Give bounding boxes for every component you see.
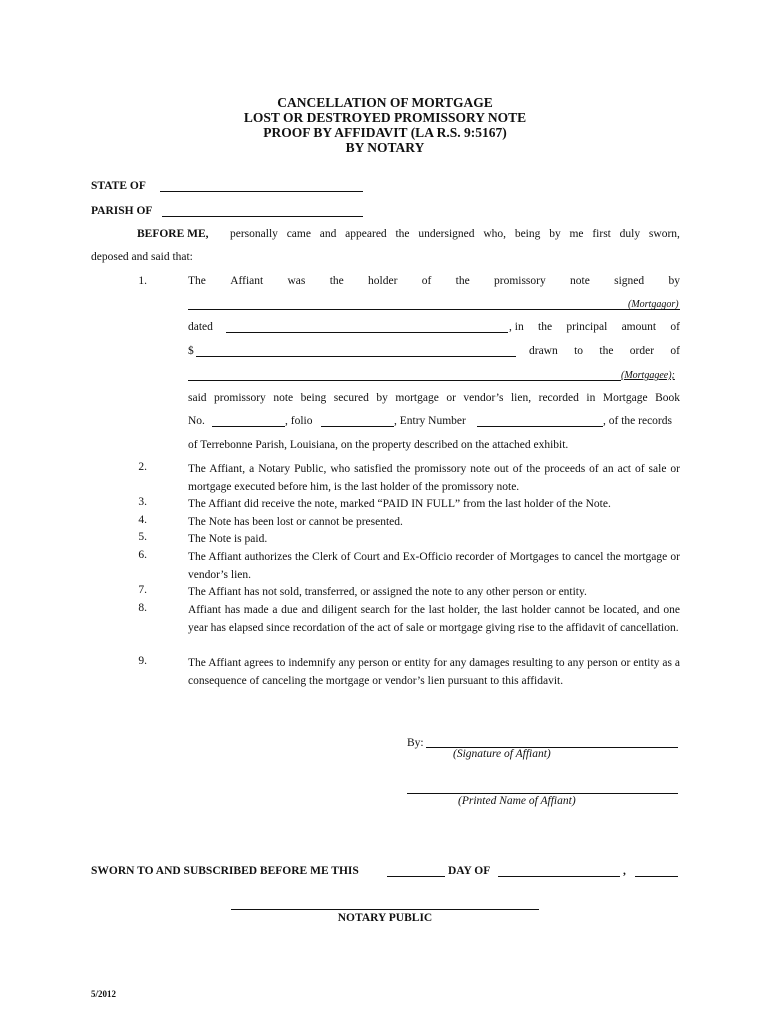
item-3-number: 3. [138, 496, 147, 508]
item-8-number: 8. [138, 602, 147, 614]
before-me-word: by [549, 228, 561, 240]
drawn-word: the [599, 345, 614, 357]
drawn-word: order [629, 345, 655, 357]
principal-word: the [538, 321, 553, 333]
item-9-text: The Affiant agrees to indemnify any person or entity for any damages resulting to any person or entity as a consequence of canceling the mortgage or vendor’s lien pursuant to this affidavit. [188, 657, 680, 687]
item-2-text: The Affiant, a Notary Public, who satisfied the promissory note out of the proceeds of an act of sale or mortgage executed before him, is the last holder of the promissory note. [188, 463, 680, 493]
mortgage-book-no-field[interactable] [212, 426, 285, 427]
item-1-line-1-word: signed [614, 275, 645, 287]
principal-word: amount [621, 321, 657, 333]
principal-word: , in [509, 321, 524, 333]
by-label: By: [407, 737, 424, 749]
signature-caption: (Signature of Affiant) [453, 748, 551, 760]
item-7-number: 7. [138, 584, 147, 596]
item-8-text: Affiant has made a due and diligent search for the last holder, the last holder cannot be located, and one year has elapsed since recordation of the act of sale or mortgage giving rise to the affidavit of cancellation. [188, 604, 680, 634]
item-1-line-1-word: the [455, 275, 470, 287]
item-4-number: 4. [138, 514, 147, 526]
item-4-text: The Note has been lost or cannot be presented. [188, 516, 403, 528]
before-me-word: duly [619, 228, 641, 240]
item-1-line-1-word: of [421, 275, 432, 287]
before-me-word: the [395, 228, 410, 240]
item-1-number: 1. [138, 275, 147, 287]
principal-word: principal [566, 321, 608, 333]
sworn-comma: , [623, 865, 626, 877]
dollar-sign: $ [188, 345, 194, 357]
item-1-line-1-word: The [188, 275, 206, 287]
day-of-label: DAY OF [448, 865, 491, 877]
sworn-year-field[interactable] [635, 876, 678, 877]
drawn-word: drawn [529, 345, 558, 357]
folio-label: , folio [285, 415, 313, 427]
title-line-4: BY NOTARY [345, 140, 425, 155]
item-6-number: 6. [138, 549, 147, 561]
folio-field[interactable] [321, 426, 394, 427]
drawn-to-order-text [529, 345, 680, 357]
before-me-word: and [319, 228, 337, 240]
before-me-word: appeared [345, 228, 387, 240]
before-me-word: who, [483, 228, 507, 240]
entry-number-label: , Entry Number [394, 415, 466, 427]
item-1-line-1-word: holder [368, 275, 398, 287]
item-1-line-1-word: note [570, 275, 590, 287]
item-1-line-1-word: by [668, 275, 680, 287]
sworn-text: SWORN TO AND SUBSCRIBED BEFORE ME THIS [91, 865, 359, 877]
amount-field[interactable] [196, 356, 516, 357]
before-me-text [230, 228, 680, 240]
item-3-text: The Affiant did receive the note, marked “PAID IN FULL” from the last holder of the Note. [188, 498, 611, 510]
before-me-word: came [286, 228, 311, 240]
notary-signature-field[interactable] [231, 909, 539, 910]
principal-amount-text [509, 321, 680, 333]
item-1-line-1-word: the [329, 275, 344, 287]
item-1-line-1-word: Affiant [230, 275, 264, 287]
principal-word: of [670, 321, 680, 333]
deposed-text: deposed and said that: [91, 251, 193, 263]
state-label: STATE OF [91, 180, 146, 192]
title-line-1: CANCELLATION OF MORTGAGE [277, 95, 493, 110]
item-6-text: The Affiant authorizes the Clerk of Court and Ex-Officio recorder of Mortgages to cancel the mortgage or vendor’s lien. [188, 551, 680, 581]
item-7-text: The Affiant has not sold, transferred, or assigned the note to any other person or entity. [188, 586, 587, 598]
item-1-line-1-word: was [287, 275, 306, 287]
mortgagor-label: (Mortgagor) [628, 299, 679, 310]
dated-field[interactable] [226, 332, 508, 333]
drawn-word: of [670, 345, 680, 357]
before-me-word: undersigned [418, 228, 475, 240]
notary-public-label: NOTARY PUBLIC [337, 912, 433, 924]
mortgage-book-no-label: No. [188, 415, 205, 427]
printed-name-field[interactable] [407, 793, 678, 794]
before-me-word: sworn, [648, 228, 680, 240]
records-label: , of the records [603, 415, 672, 427]
sworn-day-field[interactable] [387, 876, 445, 877]
footer-date: 5/2012 [91, 989, 117, 999]
parish-field[interactable] [162, 216, 363, 217]
item-5-text: The Note is paid. [188, 533, 268, 545]
before-me-word: me [569, 228, 584, 240]
dated-label: dated [188, 321, 213, 333]
item-5-number: 5. [138, 531, 147, 543]
sworn-month-field[interactable] [498, 876, 620, 877]
mortgagor-field[interactable] [188, 309, 680, 310]
drawn-word: to [574, 345, 584, 357]
printed-name-caption: (Printed Name of Affiant) [458, 795, 576, 807]
parish-line: of Terrebonne Parish, Louisiana, on the property described on the attached exhibit. [188, 439, 569, 451]
mortgagee-field[interactable] [188, 380, 621, 381]
secured-line: said promissory note being secured by mortgage or vendor’s lien, recorded in Mortgage Book [188, 392, 680, 404]
item-1-line-1-word: promissory [493, 275, 546, 287]
parish-label: PARISH OF [91, 205, 153, 217]
title-line-2: LOST OR DESTROYED PROMISSORY NOTE [243, 110, 527, 125]
title-line-3: PROOF BY AFFIDAVIT (LA R.S. 9:5167) [263, 125, 507, 140]
mortgagee-label: (Mortgagee); [621, 370, 675, 381]
before-me-word: first [592, 228, 611, 240]
state-field[interactable] [160, 191, 363, 192]
before-me-lead: BEFORE ME, [137, 228, 209, 240]
entry-number-field[interactable] [477, 426, 603, 427]
item-1-line-1 [188, 275, 680, 287]
document-title [0, 95, 770, 155]
item-9-number: 9. [138, 655, 147, 667]
item-2-number: 2. [138, 461, 147, 473]
before-me-word: being [514, 228, 541, 240]
before-me-word: personally [230, 228, 278, 240]
